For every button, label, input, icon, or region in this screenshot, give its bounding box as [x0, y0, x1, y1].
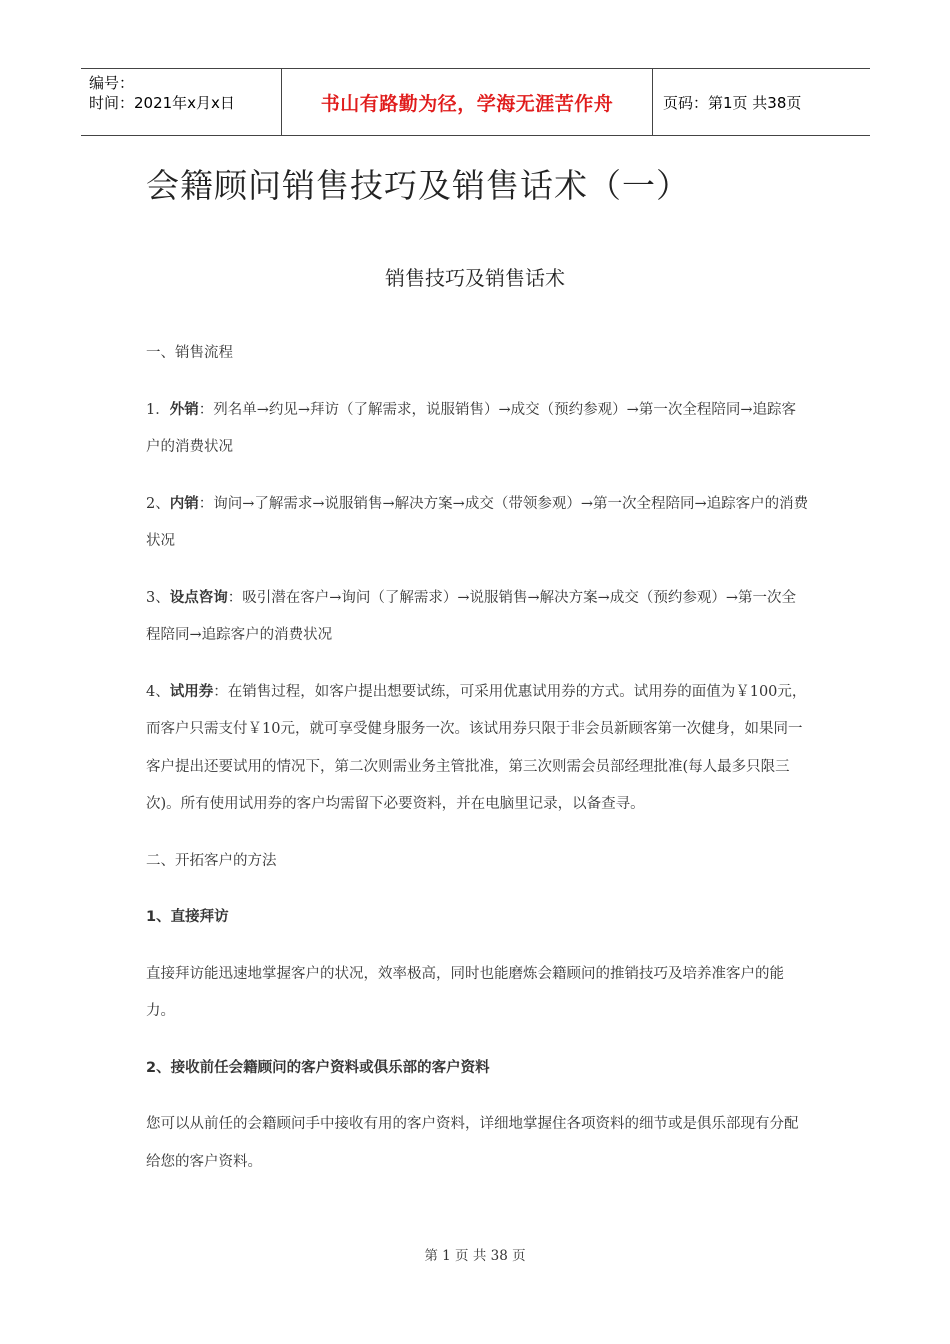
section-heading: 二、开拓客户的方法 [146, 852, 277, 869]
subsection-heading: 2、接收前任会籍顾问的客户资料或俱乐部的客户资料 [146, 1059, 490, 1076]
paragraph-direct-visit: 直接拜访能迅速地掌握客户的状况，效率极高，同时也能磨炼会籍顾问的推销技巧及培养准客户的能力。 [146, 965, 784, 1019]
item-term: 外销 [169, 401, 199, 418]
paragraph-outbound-sales [146, 392, 810, 467]
item-number: 2、 [146, 495, 170, 512]
document-body [146, 335, 810, 1181]
item-number: 3、 [146, 589, 170, 606]
document-header [81, 68, 870, 136]
header-motto-cell [281, 69, 653, 135]
document-number-label: 编号： [89, 74, 135, 92]
page-footer: 第 1 页 共 38 页 [424, 1248, 526, 1264]
subsection-heading: 1、直接拜访 [146, 909, 229, 925]
paragraph-inbound-sales [146, 486, 810, 561]
paragraph-trial-voucher [146, 674, 810, 824]
item-term: 试用券 [169, 683, 214, 700]
item-text: ：询问→了解需求→说服销售→解决方案→成交（带领参观）→第一次全程陪同→追踪客户的消费状况 [146, 495, 809, 549]
header-motto: 书山有路勤为径，学海无涯苦作舟 [320, 92, 614, 115]
document-time: 时间：2021年x月x日 [89, 94, 235, 112]
item-text: ：列名单→约见→拜访（了解需求，说服销售）→成交（预约参观）→第一次全程陪同→追踪客户的消费状况 [146, 401, 796, 455]
item-text: ：吸引潜在客户→询问（了解需求）→说服销售→解决方案→成交（预约参观）→第一次全程陪同→追踪客户的消费状况 [146, 589, 796, 643]
header-page-info: 页码：第1页 共38页 [663, 93, 802, 112]
item-number: 4、 [146, 683, 170, 700]
item-term: 内销 [169, 495, 199, 512]
item-number: 1． [146, 401, 170, 418]
paragraph-client-records: 您可以从前任的会籍顾问手中接收有用的客户资料，详细地掌握住各项资料的细节或是俱乐部现有分配给您的客户资料。 [146, 1116, 799, 1170]
document-subtitle: 销售技巧及销售话术 [385, 266, 565, 290]
item-term: 设点咨询 [169, 589, 228, 606]
document-title: 会籍顾问销售技巧及销售话术（一） [146, 166, 690, 205]
section-heading: 一、销售流程 [146, 345, 233, 361]
paragraph-booth-consulting [146, 580, 810, 655]
header-meta [81, 69, 281, 135]
item-text: ：在销售过程，如客户提出想要试练，可采用优惠试用券的方式。试用券的面值为￥100元，而客户只需支付￥10元，就可享受健身服务一次。该试用券只限于非会员新顾客第一次健身，如果同一客户提出还要试用的情况下，第二次则需业务主管批准，第三次则需会员部经理批准(每人最多只限三次)。所有使用试用券的客户均需留下必要资料，并在电脑里记录，以备查寻。 [146, 683, 807, 812]
